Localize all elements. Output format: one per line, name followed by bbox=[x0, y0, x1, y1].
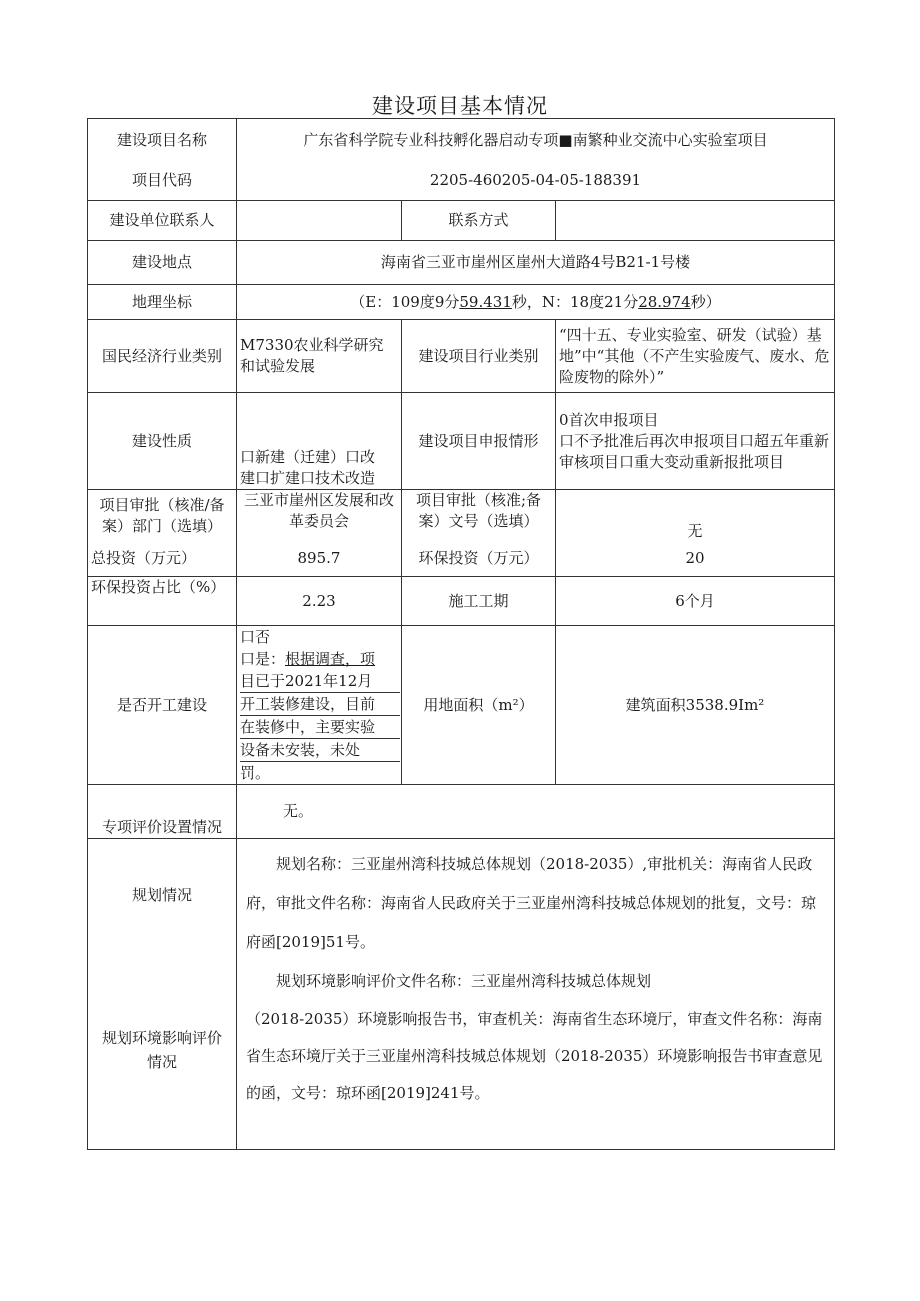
building-area: 建筑面积3538.9Im² bbox=[556, 626, 835, 785]
ratio-label: 环保投资占比（%） bbox=[88, 577, 237, 626]
nature-label: 建设性质 bbox=[88, 393, 237, 490]
invest-label: 总投资（万元） bbox=[88, 542, 237, 577]
started-yes-line-4: 在装修中，主要实验 bbox=[240, 716, 400, 739]
geo-e-seconds: 59.431 bbox=[459, 292, 512, 311]
env-invest-label: 环保投资（万元） bbox=[402, 542, 556, 577]
site-label: 建设地点 bbox=[88, 241, 237, 285]
geo-suffix: 秒） bbox=[690, 292, 721, 311]
planning-env-label: 规划环境影响评价情况 bbox=[101, 1029, 222, 1071]
code-value: 2205-460205-04-05-188391 bbox=[237, 162, 835, 201]
invest-value: 895.7 bbox=[237, 542, 402, 577]
project-industry-label: 建设项目行业类别 bbox=[402, 320, 556, 393]
planning-labels bbox=[88, 839, 237, 1150]
report-value bbox=[556, 393, 835, 490]
name-label: 建设项目名称 bbox=[88, 119, 237, 162]
started-value bbox=[237, 626, 402, 785]
geo-value bbox=[237, 285, 835, 320]
started-yes-line-2: 目已于2021年12月 bbox=[240, 670, 400, 693]
special-label: 专项评价设置情况 bbox=[88, 785, 237, 839]
period-value: 6个月 bbox=[556, 577, 835, 626]
report-value-line-1: 0首次申报项目 bbox=[559, 410, 659, 429]
name-value: 广东省科学院专业科技孵化器启动专项■南繁种业交流中心实验室项目 bbox=[237, 119, 835, 162]
code-label: 项目代码 bbox=[88, 162, 237, 201]
period-label: 施工工期 bbox=[402, 577, 556, 626]
geo-mid: 秒，N：18度21分 bbox=[511, 292, 639, 311]
env-invest-value: 20 bbox=[556, 542, 835, 577]
ratio-value: 2.23 bbox=[237, 577, 402, 626]
started-no: 口否 bbox=[240, 628, 271, 646]
contact-value bbox=[237, 201, 402, 241]
started-label: 是否开工建设 bbox=[88, 626, 237, 785]
dept-value: 三亚市崖州区发展和改革委员会 bbox=[237, 490, 402, 542]
land-label: 用地面积（m²） bbox=[402, 626, 556, 785]
dept-label: 项目审批（核准/备案）部门（选填） bbox=[88, 490, 237, 542]
contact-method-value bbox=[556, 201, 835, 241]
site-value: 海南省三亚市崖州区崖州大道路4号B21-1号楼 bbox=[237, 241, 835, 285]
planning-label: 规划情况 bbox=[131, 885, 192, 904]
special-value: 无。 bbox=[237, 785, 835, 839]
report-label: 建设项目申报情形 bbox=[402, 393, 556, 490]
project-industry-value: “四十五、专业实验室、研发（试验）基地”中“其他（不产生实验废气、废水、危险废物的除外）” bbox=[556, 320, 835, 393]
planning-env-value-line-1: 规划环境影响评价文件名称：三亚崖州湾科技城总体规划 bbox=[276, 972, 652, 990]
page-title: 建设项目基本情况 bbox=[372, 94, 548, 118]
nature-value-line-2: 建口扩建口技术改造 bbox=[240, 469, 376, 487]
geo-prefix: （E：109度9分 bbox=[350, 292, 460, 311]
contact-label: 建设单位联系人 bbox=[88, 201, 237, 241]
nature-value bbox=[237, 393, 402, 490]
contact-method-label: 联系方式 bbox=[402, 201, 556, 241]
geo-n-seconds: 28.974 bbox=[638, 292, 691, 311]
started-yes-line-1: 根据调查，项 bbox=[285, 650, 376, 668]
started-yes-line-5: 设备未安装，未处 bbox=[240, 739, 400, 762]
planning-value: 规划名称：三亚崖州湾科技城总体规划（2018-2035）,审批机关：海南省人民政府，审批文件名称：海南省人民政府关于三亚崖州湾科技城总体规划的批复，文号：琼府函[2019]51号。 bbox=[246, 855, 817, 951]
started-yes-line-3: 开工装修建设，目前 bbox=[240, 693, 400, 716]
doc-label: 项目审批（核准;备案）文号（选填） bbox=[402, 490, 556, 542]
report-value-line-2: 口不予批准后再次申报项目口超五年重新审核项目口重大变动重新报批项目 bbox=[559, 431, 830, 471]
started-yes-prefix: 口是： bbox=[240, 650, 286, 668]
planning-env-value-line-2: （2018-2035）环境影响报告书，审查机关：海南省生态环境厅，审查文件名称：海南省生态环境厅关于三亚崖州湾科技城总体规划（2018-2035）环境影响报告书审查意见的函，文号：琼环函[2019]241号。 bbox=[246, 1010, 823, 1102]
nature-value-line-1: 口新建（迁建）口改 bbox=[240, 448, 376, 466]
industry-label: 国民经济行业类别 bbox=[88, 320, 237, 393]
planning-content bbox=[237, 839, 835, 1150]
geo-label: 地理坐标 bbox=[88, 285, 237, 320]
started-yes-line-6: 罚。 bbox=[240, 764, 271, 782]
project-info-table bbox=[87, 118, 835, 1150]
industry-value: M7330农业科学研究和试验发展 bbox=[237, 320, 402, 393]
doc-value: 无 bbox=[556, 490, 835, 542]
